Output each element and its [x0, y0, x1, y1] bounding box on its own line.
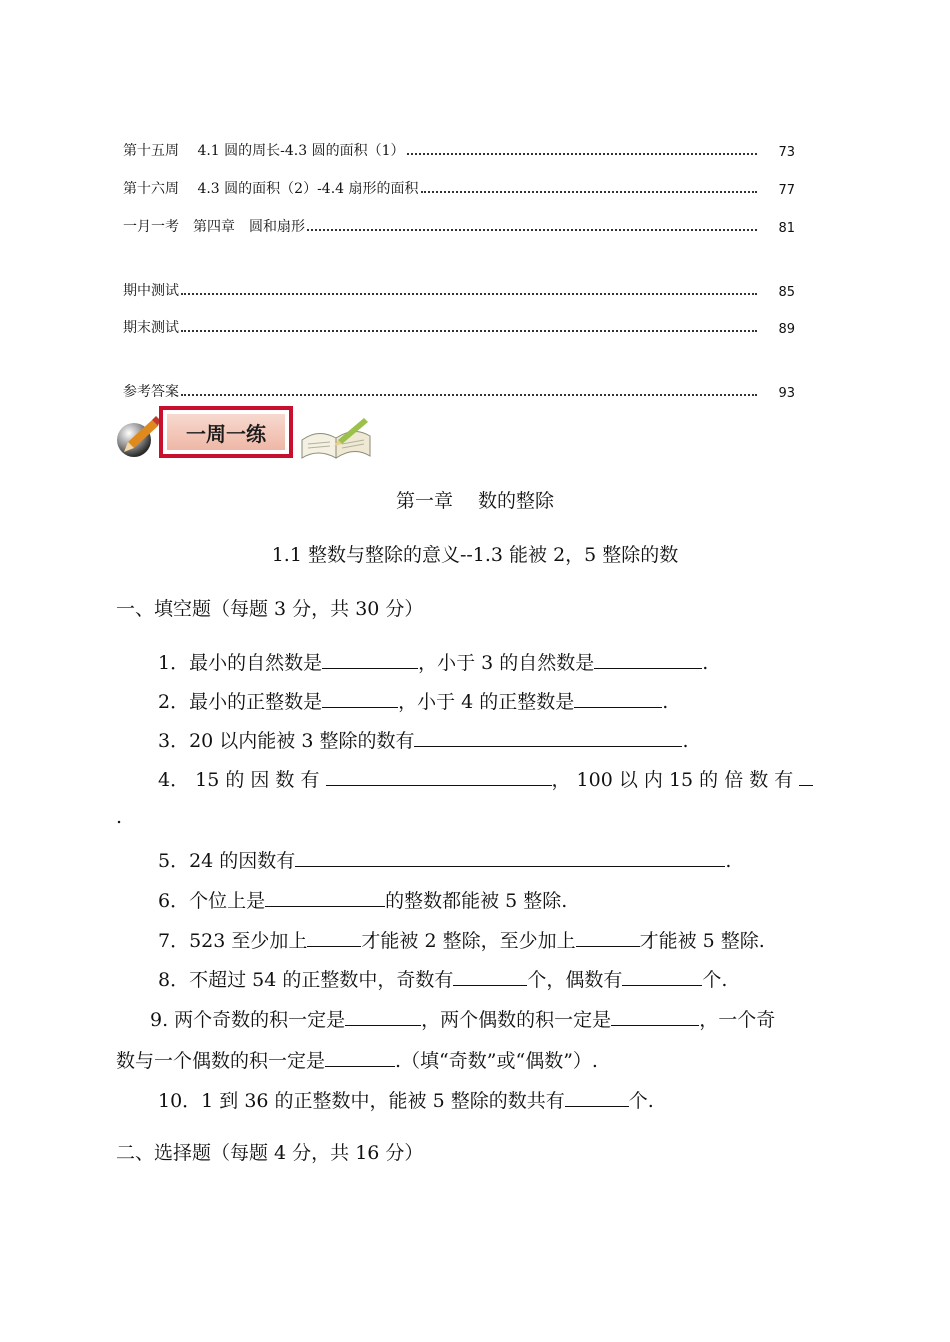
question-text: 才能被 2 整除，至少加上 [361, 930, 576, 952]
answer-blank[interactable] [326, 767, 552, 786]
answer-blank[interactable] [576, 928, 640, 947]
question-text: . [702, 652, 709, 674]
answer-blank[interactable] [622, 967, 702, 986]
question-text: 个，偶数有 [527, 969, 623, 991]
question-9-continuation [116, 1046, 598, 1073]
answer-blank[interactable] [611, 1007, 699, 1026]
toc-entry-label: 第十五周 4.1 圆的周长-4.3 圆的面积（1） [123, 143, 405, 159]
section-multiple-choice: 二、选择题（每题 4 分，共 16 分） [116, 1142, 424, 1164]
banner-frame [159, 406, 293, 458]
question-text: ，小于 4 的正整数是 [398, 691, 575, 713]
question-text: 9. 两个奇数的积一定是 [150, 1009, 346, 1031]
answer-blank[interactable] [307, 928, 361, 947]
toc-entry[interactable] [123, 216, 795, 236]
banner-label: 一周一练 [167, 414, 285, 450]
question-1 [158, 648, 708, 675]
toc-leader-dots [181, 329, 757, 332]
question-3 [158, 726, 689, 753]
question-text: 7．523 至少加上 [158, 930, 308, 952]
toc-page-number: 89 [778, 322, 795, 337]
question-text: ，两个偶数的积一定是 [421, 1009, 612, 1031]
question-text: 数与一个偶数的积一定是 [116, 1050, 326, 1072]
question-text: 8．不超过 54 的正整数中，奇数有 [158, 969, 454, 991]
answer-blank[interactable] [322, 689, 398, 708]
chapter-title: 第一章 数的整除 [395, 490, 555, 512]
toc-entry-label: 一月一考 第四章 圆和扇形 [123, 219, 305, 235]
pencil-sphere-icon [114, 416, 160, 460]
open-book-icon [298, 414, 374, 460]
toc-leader-dots [421, 190, 757, 193]
answer-blank[interactable] [799, 767, 813, 786]
toc-entry-label: 期中测试 [123, 283, 179, 299]
answer-blank[interactable] [295, 848, 725, 867]
question-4-continuation: . [116, 806, 123, 828]
question-text: ， 100 以 内 15 的 倍 数 有 [551, 769, 794, 791]
question-text: 6．个位上是 [158, 890, 266, 912]
answer-blank[interactable] [594, 650, 702, 669]
toc-entry[interactable] [123, 178, 795, 198]
section-fill-in-blank: 一、填空题（每题 3 分，共 30 分） [116, 598, 424, 620]
toc-entry-label: 第十六周 4.3 圆的面积（2）-4.4 扇形的面积 [123, 181, 419, 197]
toc-entry[interactable] [123, 280, 795, 300]
answer-blank[interactable] [565, 1088, 629, 1107]
toc-entry[interactable] [123, 317, 795, 337]
question-text: 的整数都能被 5 整除. [385, 890, 568, 912]
question-2 [158, 687, 668, 714]
question-text: 10．1 到 36 的正整数中，能被 5 整除的数共有 [158, 1090, 565, 1112]
lesson-title: 1.1 整数与整除的意义--1.3 能被 2，5 整除的数 [271, 544, 679, 566]
question-text: 3．20 以内能被 3 整除的数有 [158, 730, 415, 752]
answer-blank[interactable] [265, 888, 385, 907]
answer-blank[interactable] [325, 1048, 395, 1067]
question-5 [158, 846, 731, 873]
toc-leader-dots [181, 292, 757, 295]
toc-page-number: 85 [778, 285, 795, 300]
toc-leader-dots [307, 228, 757, 231]
toc-page-number: 77 [778, 183, 795, 198]
toc-entry-label: 期末测试 [123, 320, 179, 336]
question-7 [158, 926, 765, 953]
toc-page-number: 73 [778, 145, 795, 160]
question-text: 个. [628, 1090, 654, 1112]
question-9 [150, 1005, 775, 1032]
toc-leader-dots [181, 393, 757, 396]
toc-leader-dots [407, 152, 757, 155]
answer-blank[interactable] [574, 689, 662, 708]
question-text: . [662, 691, 669, 713]
answer-blank[interactable] [414, 728, 682, 747]
question-text: 2．最小的正整数是 [158, 691, 323, 713]
toc-entry[interactable] [123, 140, 795, 160]
question-4 [158, 765, 813, 792]
answer-blank[interactable] [345, 1007, 421, 1026]
question-text: 1．最小的自然数是 [158, 652, 323, 674]
question-text: . [725, 850, 732, 872]
question-text: ，一个奇 [699, 1009, 776, 1031]
question-text: . [682, 730, 689, 752]
question-text: ，小于 3 的自然数是 [418, 652, 595, 674]
question-10 [158, 1086, 654, 1113]
question-text: .（填“奇数”或“偶数”）. [395, 1050, 598, 1072]
answer-blank[interactable] [453, 967, 527, 986]
question-text: 4． 15 的 因 数 有 [158, 769, 320, 791]
question-text: 5．24 的因数有 [158, 850, 296, 872]
toc-page-number: 81 [778, 221, 795, 236]
toc-entry-label: 参考答案 [123, 384, 179, 400]
toc-page-number: 93 [778, 386, 795, 401]
answer-blank[interactable] [322, 650, 418, 669]
question-text: 才能被 5 整除. [639, 930, 765, 952]
question-6 [158, 886, 567, 913]
question-text: 个. [702, 969, 728, 991]
question-8 [158, 965, 727, 992]
weekly-practice-banner [114, 406, 379, 466]
toc-entry[interactable] [123, 381, 795, 401]
